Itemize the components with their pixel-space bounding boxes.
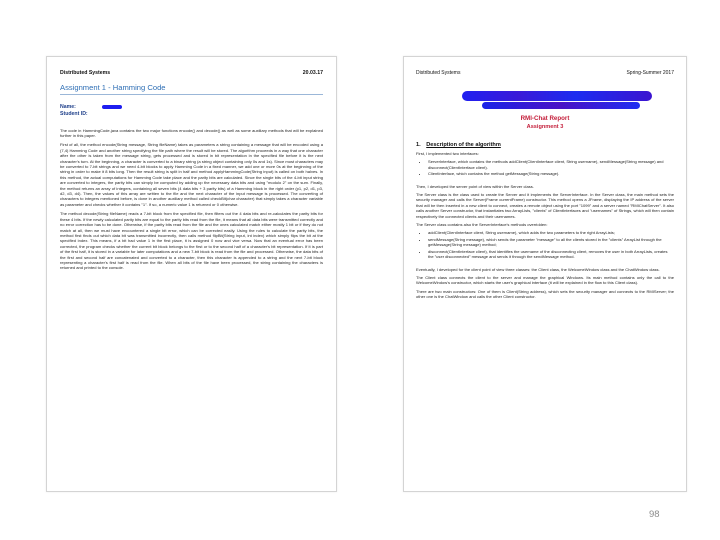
list-item: • ClientInterface, which contains the method getMessage(String message). bbox=[428, 171, 674, 176]
header-date: 20.03.17 bbox=[302, 70, 323, 76]
paragraph: The Server class contains also the ServerInterface's methods overridden: bbox=[416, 222, 548, 228]
document-page-left bbox=[46, 56, 337, 492]
methods-list bbox=[416, 230, 674, 259]
section-heading bbox=[416, 142, 674, 148]
header-semester: Spring-Summer 2017 bbox=[626, 70, 674, 76]
list-item: • addClient(ClientInterface client, String username), which adds the two parameters to the right ArrayLists; bbox=[428, 230, 674, 235]
header-course: Distributed Systems bbox=[60, 70, 111, 76]
paragraph: Eventually, I developed for the client point of view three classes: the Client class, the WelcomeWindow class and the ChatWindow class. bbox=[416, 266, 660, 272]
header-course: Distributed Systems bbox=[416, 70, 461, 76]
left-body-text bbox=[60, 128, 323, 271]
paragraph: There are two main constructors: One of them is Client(String address), which sets the security manager and connects to the RMIServer; the other one is the ChatWindow and calls the other Client constructor. bbox=[416, 288, 674, 300]
list-item: • ServerInterface, which contains the methods addClient(ClientInterface client, String username), sendMessage(String message) and disconnect(ClientInterface client). bbox=[428, 159, 674, 170]
paragraph: First, I implemented two interfaces: bbox=[416, 151, 479, 156]
paragraph: The Client class connects the client to the server and manage the graphical Windows. Its main method contains only the call to the WelcomeWindow's constructor, which starts the user's graphical interface (it will be explained in the flow to this Client class). bbox=[416, 274, 674, 286]
student-fields bbox=[60, 104, 323, 118]
list-item: • disconnect(ClientInterface client), that identifies the username of the disconnecting client, removes the user in both ArrayLists, creates the "user disconnected" message and sends it through the sendMessage method. bbox=[428, 249, 674, 260]
section-title: Description of the algorithm bbox=[426, 142, 501, 148]
report-subtitle: Assignment 3 bbox=[526, 124, 564, 130]
author-redaction-secondary bbox=[482, 102, 640, 109]
page-header bbox=[416, 70, 674, 76]
paragraph: The code in HammingCode.java contains the two major functions encode() and decode() as well as some auxiliary methods that will be explained further in this paper. bbox=[60, 127, 323, 138]
paragraph: First of all, the method encode(String message, String fileName) takes as parameters a string containing a message that will be encoded using a (7,4) Hamming Code and another string specifying the file path where the result will be stored. The algorithm proceeds in a way that one character after the other is taken from the message string, gets processed and is stored in bit representation in the specified file before it is the next character's turn. At the beginning, a character is converted to a binary string (a string object containing only 0s and 1s). Since most characters may be converted to 7-bit strings and we need 4-bit blocks to apply Hamming Code in a fixed manner, we add one or more 0s at the beginning of the string in order to make it 8 bits long. Then the result string is split in half and method applyHammingCode(String input) is called on both halves. In this method, the actual computations for Hamming Code take place and the parity bits are calculated. Since the single bits of the 4-bit input string are converted to integers, the parity bits can simply be computed by adding up the necessary data bits and using "modulo 2" on the sum. Finally, the method returns an array of integers, containing all seven bits (4 data bits + 3 parity bits) of a Hamming block in the right order (p1, p2, d1, p3, d2, d3, d4). Then, the values of this array are written to the file and the next character of the input message is processed. The converting of characters to integers mentioned before, is done in another auxiliary method called checkBit(char character) that simply takes a character variable as parameter and checks whether it contains "1". If so, a numeric value 1 is returned or 0 otherwise. bbox=[60, 142, 323, 207]
author-redaction bbox=[462, 91, 652, 101]
section-number: 1. bbox=[416, 142, 421, 148]
paragraph: Then, I developed the server point of view within the Server class. bbox=[416, 183, 534, 189]
slide-number: 98 bbox=[649, 509, 660, 520]
interfaces-list bbox=[416, 159, 674, 176]
student-id-label: Student ID: bbox=[60, 110, 88, 117]
assignment-title: Assignment 1 - Hamming Code bbox=[60, 83, 323, 95]
list-item: • sendMessage(String message), which sends the parameter "message" to all the clients stored in the "clients" ArrayList through the getMessage(String message) method; bbox=[428, 237, 674, 248]
paragraph: The Server class is the class used to create the Server and it implements the ServerInterface. In the Server class, the main method sets the security manager and calls the Server(Frame currentFrame) constructor. This method opens a JFrame, displaying the IP address of the server that will be then inserted in a new client to connect, creates a remote object using the port "1099" and a server named "RMIChatServer". It also calls another Server constructor, that instantiates two ArrayLists, "clients" of ClientInterfaces and "usernames" of Strings, which will then contain respectively the connected clients and their usernames. bbox=[416, 192, 674, 219]
name-label: Name: bbox=[60, 104, 76, 110]
report-title: RMI-Chat Report bbox=[520, 115, 570, 122]
paragraph: The method decode(String fileName) reads a 7-bit block from the specified file, then filters out the 4 data bits and re-calculates the parity bits for these 4 bits. If the newly calculated parity bits are equal to the parity bits read from the file, it means that all data bits were transmitted correctly and no error correction has to be done. Otherwise, if the parity bits read from the file and the ones calculated match either mostly 1 bit or if they do not match at all, then we must have encountered a single bit error, which can be corrected easily. Using the rules to calculate the parity bits, the method first finds out which data bit was transmitted incorrectly, then calls method flipBit(String input, int index) which simply flips the bit at the specified index. This means, if a bit had value 1 in the first place, it is assigned 0 now and vice versa. Now that an eventual error has been corrected, the program checks whether the current bit block belongs to the first or to the second half of a character's bit representation. If it is part of the first half, it is stored in a variable for later computations and a new 7-bit block is read from the file and processed. Otherwise, the data bits of the first and second half are concatenated and converted to a character, then this character is appended to a string and the next 7-bit block representing a character's first half is read from the file. When all bits of the file have been processed, the string containing the characters is returned and printed to the console. bbox=[60, 211, 323, 271]
page-header bbox=[60, 70, 323, 76]
name-redaction bbox=[102, 105, 122, 109]
document-page-right bbox=[403, 56, 687, 492]
